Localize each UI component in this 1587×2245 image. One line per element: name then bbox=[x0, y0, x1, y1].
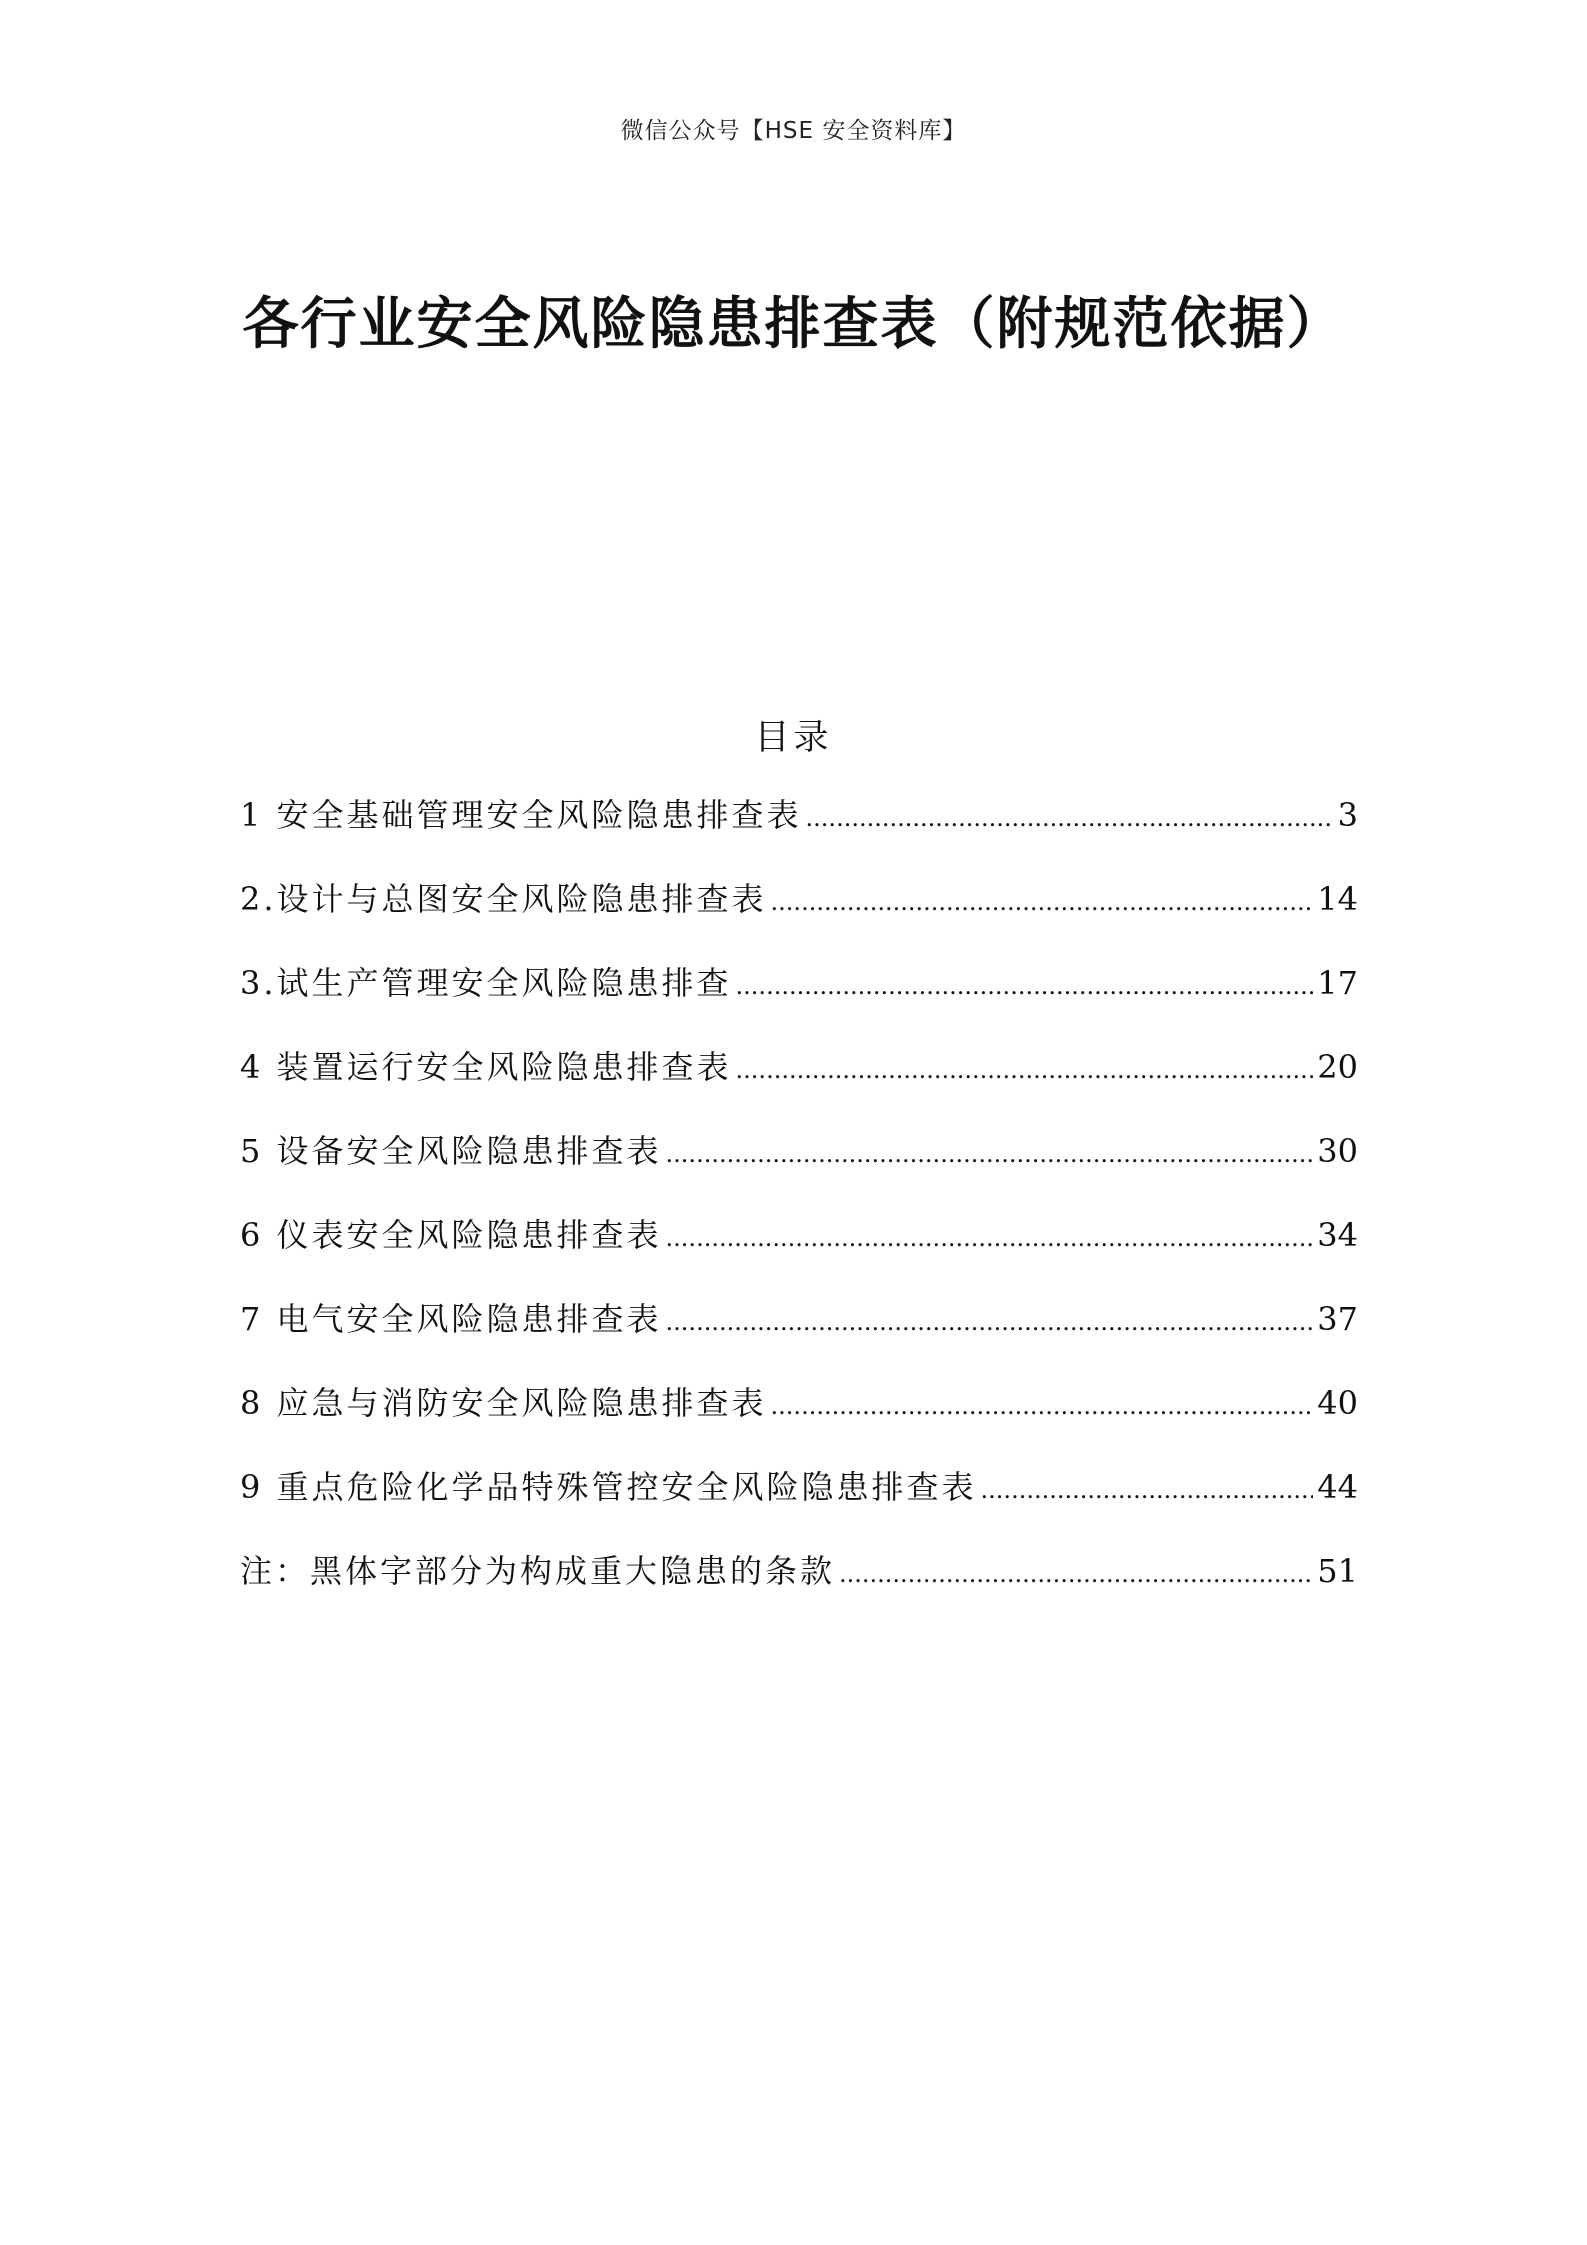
toc-entry-page: 20 bbox=[1317, 1048, 1358, 1086]
toc-entry-page: 40 bbox=[1317, 1384, 1358, 1422]
toc-leader-dots bbox=[981, 1476, 1314, 1504]
toc-entry[interactable] bbox=[240, 1126, 1358, 1210]
header-note: 微信公众号【HSE 安全资料库】 bbox=[620, 118, 967, 144]
toc-note-label: 注：黑体字部分为构成重大隐患的条款 bbox=[240, 1552, 836, 1590]
toc-entry-page: 30 bbox=[1317, 1132, 1358, 1170]
toc-leader-dots bbox=[666, 1308, 1314, 1336]
toc-entry-label: 2.设计与总图安全风险隐患排查表 bbox=[240, 880, 767, 918]
toc-leader-dots bbox=[666, 1140, 1314, 1168]
toc-entry-page: 34 bbox=[1317, 1216, 1358, 1254]
toc-note-entry[interactable] bbox=[240, 1546, 1358, 1630]
toc-entry-page: 51 bbox=[1317, 1552, 1358, 1590]
table-of-contents bbox=[240, 790, 1358, 1630]
toc-entry[interactable] bbox=[240, 1210, 1358, 1294]
toc-leader-dots bbox=[806, 804, 1334, 832]
document-title: 各行业安全风险隐患排查表（附规范依据） bbox=[242, 291, 1345, 357]
toc-leader-dots bbox=[771, 888, 1314, 916]
toc-leader-dots bbox=[839, 1560, 1313, 1588]
toc-entry[interactable] bbox=[240, 1462, 1358, 1546]
toc-leader-dots bbox=[666, 1224, 1314, 1252]
toc-entry-label: 4 装置运行安全风险隐患排查表 bbox=[240, 1048, 732, 1086]
toc-entry-page: 37 bbox=[1317, 1300, 1358, 1338]
toc-entry-label: 1 安全基础管理安全风险隐患排查表 bbox=[240, 796, 802, 834]
toc-leader-dots bbox=[771, 1392, 1314, 1420]
toc-entry-page: 14 bbox=[1317, 880, 1358, 918]
toc-entry-page: 17 bbox=[1317, 964, 1358, 1002]
toc-entry-page: 44 bbox=[1317, 1468, 1358, 1506]
toc-leader-dots bbox=[736, 1056, 1314, 1084]
toc-entry[interactable] bbox=[240, 1378, 1358, 1462]
toc-heading: 目录 bbox=[754, 718, 833, 758]
toc-entry-label: 9 重点危险化学品特殊管控安全风险隐患排查表 bbox=[240, 1468, 977, 1506]
toc-entry-label: 7 电气安全风险隐患排查表 bbox=[240, 1300, 662, 1338]
toc-entry-label: 8 应急与消防安全风险隐患排查表 bbox=[240, 1384, 767, 1422]
toc-entry-page: 3 bbox=[1337, 796, 1358, 834]
toc-entry-label: 6 仪表安全风险隐患排查表 bbox=[240, 1216, 662, 1254]
toc-entry[interactable] bbox=[240, 790, 1358, 874]
toc-entry[interactable] bbox=[240, 1042, 1358, 1126]
toc-entry[interactable] bbox=[240, 874, 1358, 958]
toc-leader-dots bbox=[736, 972, 1314, 1000]
toc-entry[interactable] bbox=[240, 958, 1358, 1042]
toc-entry-label: 5 设备安全风险隐患排查表 bbox=[240, 1132, 662, 1170]
toc-entry-label: 3.试生产管理安全风险隐患排查 bbox=[240, 964, 732, 1002]
toc-entry[interactable] bbox=[240, 1294, 1358, 1378]
